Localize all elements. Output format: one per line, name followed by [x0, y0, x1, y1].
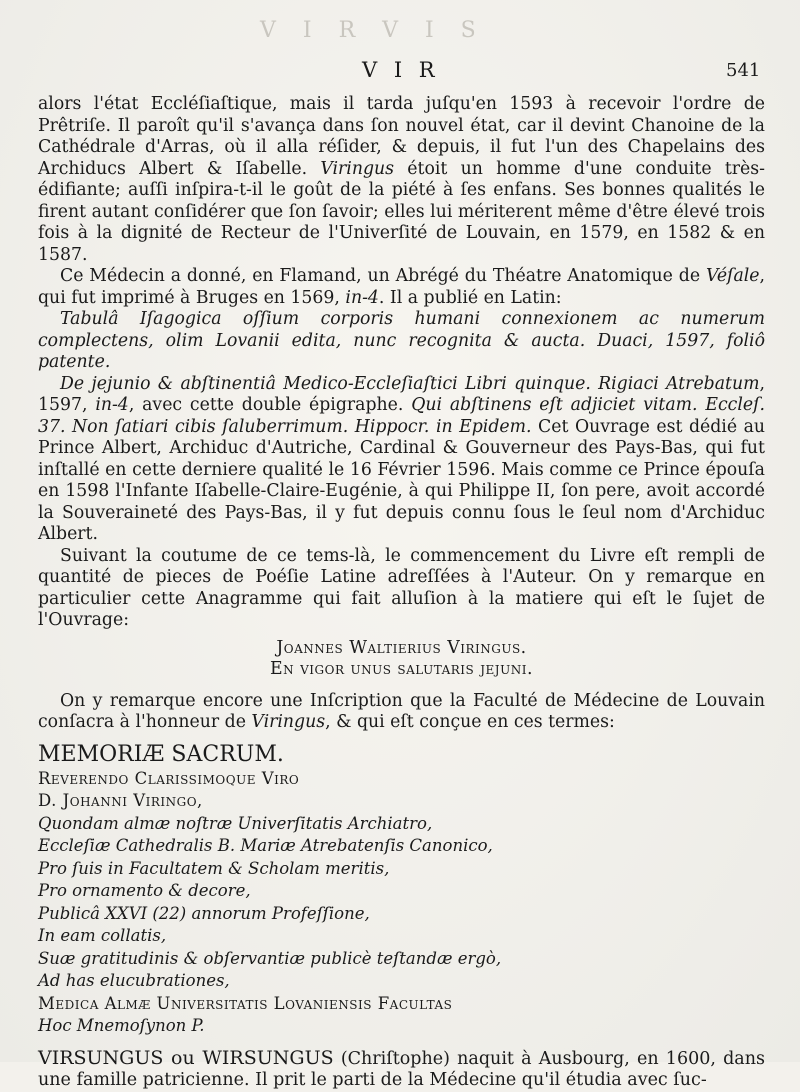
format-in4-b: in-4 — [95, 395, 129, 415]
epigraph: Qui abſtinens eſt adjiciet vitam. Eccleſ. 37. Non ſatiari cibis ſaluberrimum. Hippocr. in Epidem. — [38, 395, 765, 437]
paragraph-2-a: Ce Médecin a donné, en Flamand, un Abrégé du Théatre Anatomique de — [60, 266, 701, 286]
paragraph-5: Suivant la coutume de ce tems-là, le commencement du Livre eſt rempli de quantité de pieces de Poéſie Latine adreſſées à l'Auteur. On y remarque en particulier cette Anagramme qui fait alluſion à la matiere qui eſt le ſujet de l'Ouvrage: — [38, 545, 765, 630]
inscription-line: Quondam almæ noſtræ Univerſitatis Archiatro, — [38, 813, 433, 833]
inscription-line: Publicâ XXVI (22) annorum Profeſſione, — [38, 903, 370, 923]
vesale-name: Véſale — [705, 266, 760, 286]
inscription-line: Reverendo Clarissimoque Viro — [38, 768, 300, 788]
inscription-line: Suæ gratitudinis & obſervantiæ publicè teſtandæ ergò, — [38, 948, 502, 968]
inscription-line: Pro ſuis in Facultatem & Scholam meritis, — [38, 858, 390, 878]
paragraph-work-jejunio — [38, 374, 765, 546]
paragraph-2-b: , qui fut imprimé à Bruges en 1569, — [38, 266, 766, 308]
paragraph-4-a: , 1597, — [38, 373, 765, 415]
inscription-line: Pro ornamento & decore, — [38, 881, 251, 900]
work-title-jejunio: De jejunio & abſtinentiâ Medico-Eccleſiaſtici Libri quinque. Rigiaci Atrebatum — [60, 373, 760, 394]
work-title-tabula: Tabulâ Iſagogica oſſium corporis humani connexionem ac numerum complectens, olim Lovanii edita, nunc recognita & aucta. Duaci, 1597, foliô patente. — [38, 309, 765, 372]
viringus-name: Viringus — [320, 158, 395, 179]
paragraph-6-a: On y remarque encore une Inſcription que la Faculté de Médecine de Louvain conſacra à l'honneur de — [38, 690, 765, 732]
inscription-line: Ad has elucubrationes, — [38, 971, 230, 990]
paragraph-virsungus — [38, 1048, 765, 1092]
inscription — [38, 742, 765, 1038]
paragraph-4-b: , avec cette double épigraphe. — [128, 395, 404, 415]
running-head — [0, 58, 800, 88]
paragraph-6 — [38, 691, 765, 734]
inscription-title: MEMORIÆ SACRUM. — [38, 741, 284, 767]
anagram-line-2: En vigor unus salutaris jejuni. — [270, 659, 533, 679]
paragraph-1-text: alors l'état Eccléſiaſtique, mais il tarda juſqu'en 1593 à recevoir l'ordre de Prêtriſe. Il paroît qu'il s'avança dans ſon nouvel état, car il devint Chanoine de la Cathédrale d'Arras, où il alla réſider, & depuis, il fut l'un des Chapelains des Archiducs Albert & Iſabelle. — [38, 94, 765, 179]
paragraph-7-text: (Chriſtophe) naquit à Ausbourg, en 1600, dans une famille patricienne. Il prit le parti de la Médecine qu'il étudia avec ſuc- — [38, 1048, 765, 1090]
paragraph-1-end: étoit un homme d'une conduite très-édifiante; auſſi inſpira-t-il le goût de la piété à ſes enfans. Ses bonnes qualités le firent autant conſidérer que ſon ſavoir; elles lui mériterent même d'être élevé trois fois à la dignité de Recteur de l'Univerſité de Louvain, en 1579, en 1582 & en 1587. — [38, 158, 765, 265]
main-text — [38, 94, 765, 1092]
format-in4: in-4 — [345, 287, 379, 308]
paragraph-1 — [38, 94, 765, 266]
inscription-line: In eam collatis, — [38, 926, 167, 945]
anagram-line-1: Joannes Waltierius Viringus. — [276, 637, 527, 658]
inscription-line: Hoc Mnemoſynon P. — [38, 1016, 205, 1035]
inscription-line: Eccleſiæ Cathedralis B. Mariæ Atrebatenſis Canonico, — [38, 836, 493, 855]
page-number: 541 — [726, 60, 761, 81]
inscription-line: D. Johanni Viringo, — [38, 791, 203, 810]
paragraph-4-c: Cet Ouvrage est dédié au Prince Albert, Archiduc d'Autriche, Cardinal & Gouverneur des Pays-Bas, qui fut inſtallé en cette derniere qualité le 16 Février 1596. Mais comme ce Prince épouſa en 1598 l'Infante Iſabelle-Claire-Eugénie, à qui Philippe II, ſon pere, avoit accordé la Souveraineté des Pays-Bas, il y fut depuis connu ſous le ſeul nom d'Archiduc Albert. — [38, 416, 766, 544]
inscription-line: Medica Almæ Universitatis Lovaniensis Facultas — [38, 993, 453, 1013]
paragraph-2 — [38, 266, 765, 309]
virsungus-heading: VIRSUNGUS ou WIRSUNGUS — [38, 1046, 334, 1069]
paragraph-6-b: , & qui eſt conçue en ces termes: — [325, 712, 615, 732]
viringus-name-2: Viringus — [251, 712, 326, 732]
bleed-through-text: V I R V I S — [260, 18, 486, 43]
running-title: V I R — [362, 58, 440, 82]
paragraph-2-c: . Il a publié en Latin: — [378, 287, 562, 308]
